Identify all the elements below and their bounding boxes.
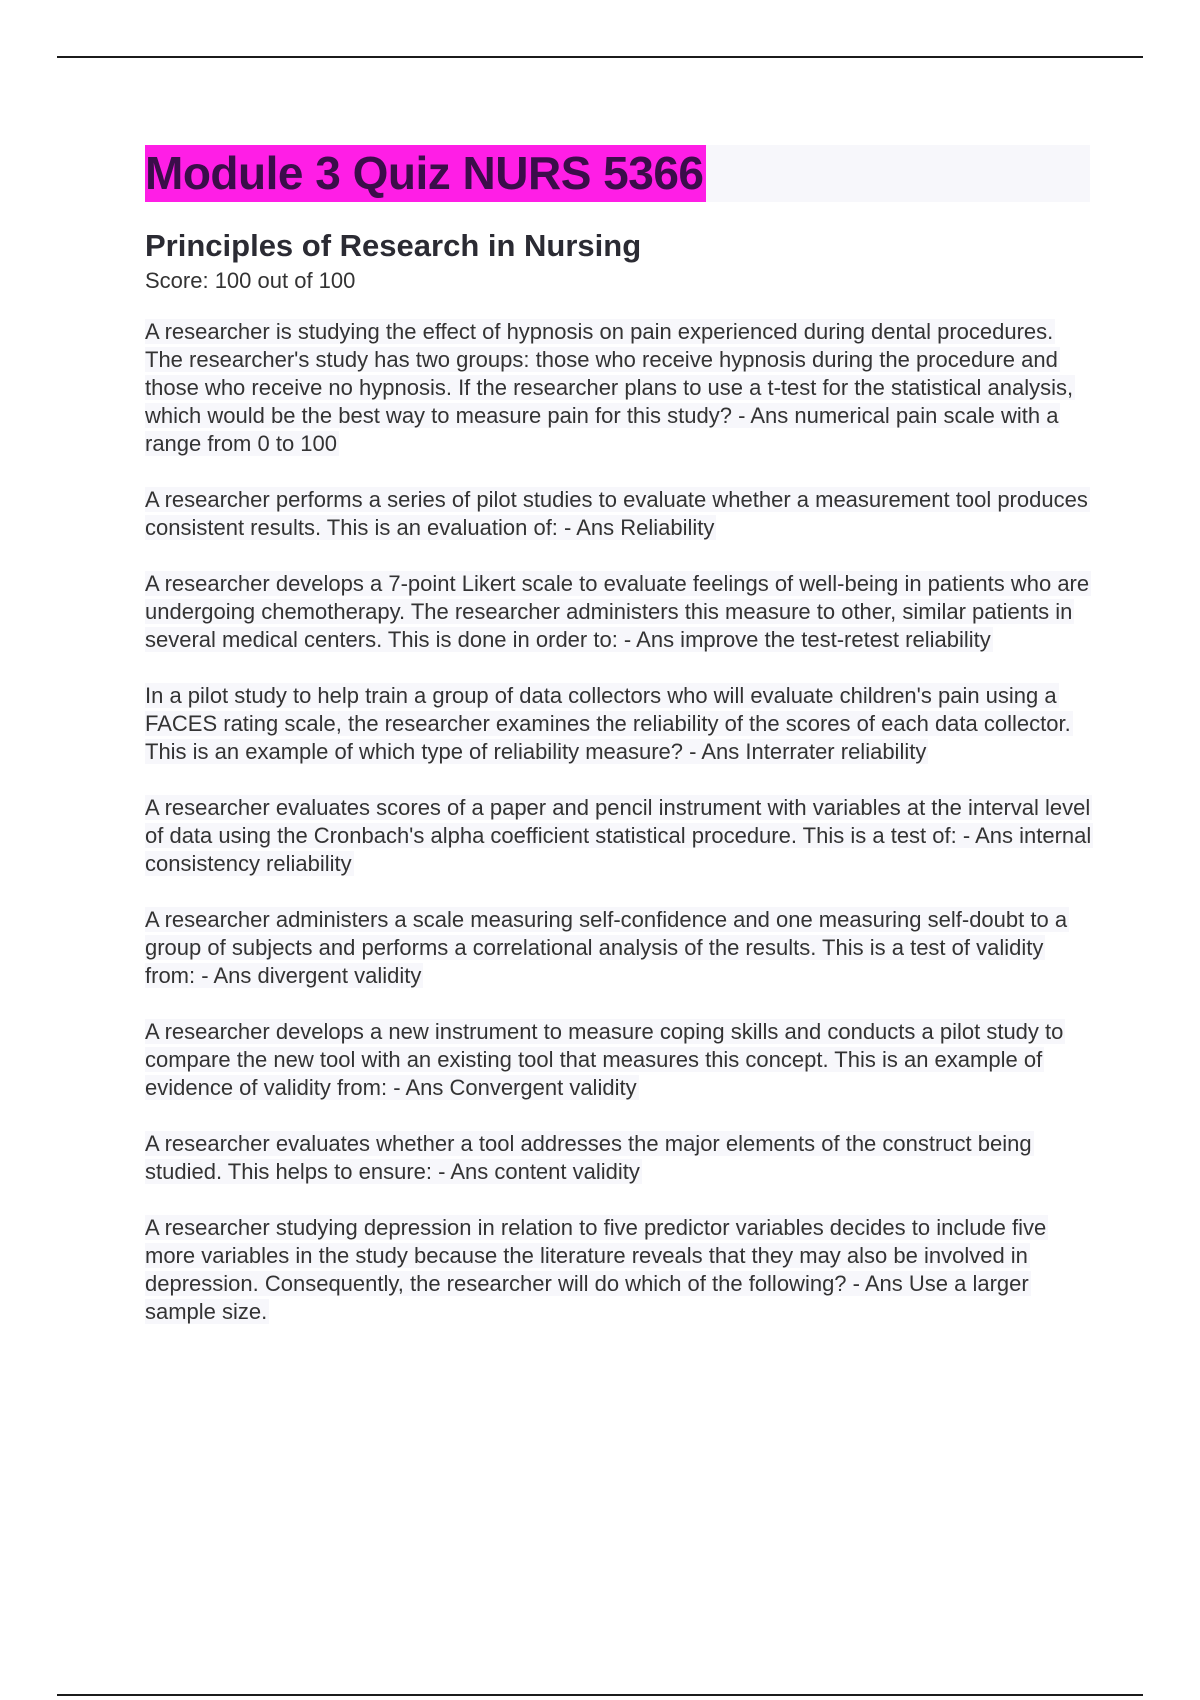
question-text: A researcher evaluates scores of a paper and pencil instrument with variables at the interval level of data using the Cronbach's alpha coefficient statistical procedure. This is a test of: - Ans internal consistency reliability <box>145 795 1092 876</box>
question-text: A researcher performs a series of pilot studies to evaluate whether a measurement tool produces consistent results. This is an evaluation of: - Ans Reliability <box>145 487 1088 540</box>
question-item-4 <box>145 682 1095 766</box>
question-item-3 <box>145 570 1095 654</box>
question-text: A researcher is studying the effect of hypnosis on pain experienced during dental procedures. The researcher's study has two groups: those who receive hypnosis during the procedure and those who receive no hypnosis. If the researcher plans to use a t-test for the statistical analysis, which would be the best way to measure pain for this study? - Ans numerical pain scale with a range from 0 to 100 <box>145 319 1074 456</box>
question-item-2 <box>145 486 1095 542</box>
question-item-7 <box>145 1018 1095 1102</box>
title-band <box>145 145 1090 202</box>
document-body <box>145 145 1095 1354</box>
top-rule <box>57 56 1143 58</box>
question-text: A researcher evaluates whether a tool addresses the major elements of the construct being studied. This helps to ensure: - Ans content validity <box>145 1131 1032 1184</box>
question-item-1 <box>145 318 1095 458</box>
question-item-6 <box>145 906 1095 990</box>
score-line: Score: 100 out of 100 <box>145 268 356 293</box>
question-item-9 <box>145 1214 1095 1326</box>
document-title: Module 3 Quiz NURS 5366 <box>145 145 706 202</box>
question-item-8 <box>145 1130 1095 1186</box>
question-item-5 <box>145 794 1095 878</box>
bottom-rule <box>57 1694 1143 1696</box>
question-text: In a pilot study to help train a group of data collectors who will evaluate children's pain using a FACES rating scale, the researcher examines the reliability of the scores of each data collector. This is an example of which type of reliability measure? - Ans Interrater reliability <box>145 683 1071 764</box>
question-list <box>145 318 1095 1326</box>
question-text: A researcher develops a new instrument to measure coping skills and conducts a pilot study to compare the new tool with an existing tool that measures this concept. This is an example of evidence of validity from: - Ans Convergent validity <box>145 1019 1064 1100</box>
question-text: A researcher develops a 7-point Likert scale to evaluate feelings of well-being in patients who are undergoing chemotherapy. The researcher administers this measure to other, similar patients in several medical centers. This is done in order to: - Ans improve the test-retest reliability <box>145 571 1090 652</box>
question-text: A researcher administers a scale measuring self-confidence and one measuring self-doubt to a group of subjects and performs a correlational analysis of the results. This is a test of validity from: - Ans divergent validity <box>145 907 1068 988</box>
question-text: A researcher studying depression in relation to five predictor variables decides to include five more variables in the study because the literature reveals that they may also be involved in depression. Consequently, the researcher will do which of the following? - Ans Use a larger sample size. <box>145 1215 1047 1324</box>
document-subtitle: Principles of Research in Nursing <box>145 228 642 263</box>
